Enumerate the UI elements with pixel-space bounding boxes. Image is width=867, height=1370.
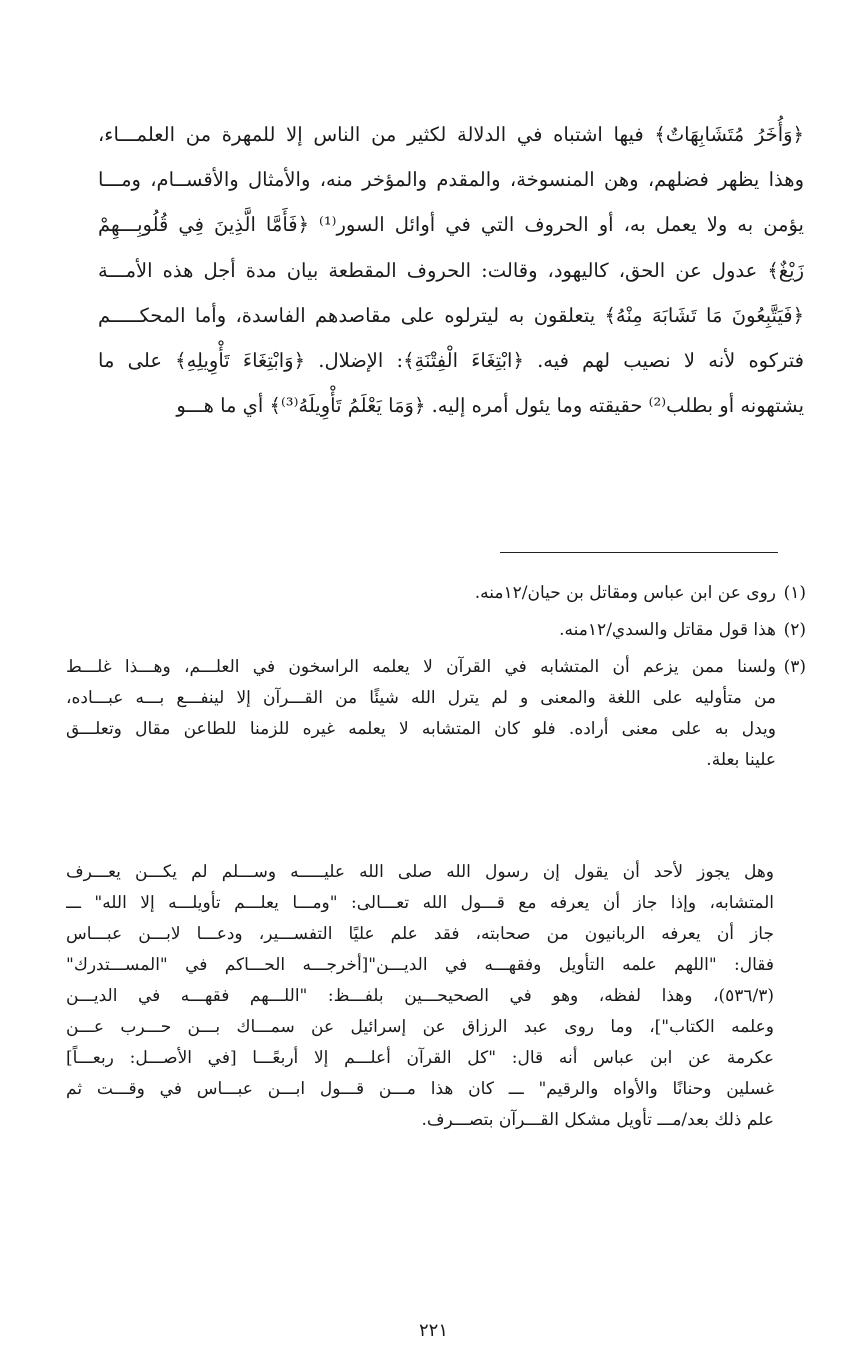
footnote-paragraph-line: علم ذلك بعد/مـــ تأويل مشكل القـــرآن بتصـــرف. xyxy=(421,1110,774,1130)
main-text xyxy=(98,112,804,428)
footnote-number: (٢) xyxy=(783,620,806,640)
footnote-text: ولسنا ممن يزعم أن المتشابه في القرآن لا يعلمه الراسخون في العلـــم، وهـــذا غلـــط xyxy=(66,657,776,677)
footnote-line xyxy=(66,652,806,683)
footnote-paragraph-line: جاز أن يعرفه الربانيون من صحابته، فقد علم عليًا التفســـير، ودعـــا لابـــن عبـــاس xyxy=(66,924,774,944)
footnote-line xyxy=(66,615,806,646)
main-text-line: زَيْغٌ﴾ عدول عن الحق، كاليهود، وقالت: الحروف المقطعة بيان مدة أجل هذه الأمـــة xyxy=(98,258,804,282)
footnote-number: (١) xyxy=(783,583,806,603)
footnote-line xyxy=(66,683,806,714)
main-text-line: فتركوه لأنه لا نصيب لهم فيه. ﴿ابْتِغَاءَ الْفِتْنَةِ﴾: الإضلال. ﴿وَابْتِغَاءَ تَأْوِيلِهِ﴾ على ما xyxy=(98,349,804,373)
footnotes xyxy=(66,578,806,776)
footnote-paragraph-line: وهل يجوز لأحد أن يقول إن رسول الله صلى الله عليـــــه وســـلم لم يكـــن يعـــرف xyxy=(66,862,774,882)
footnote-paragraph-line: فقال: "اللهم علمه التأويل وفقهـــه في الديـــن"[أخرجـــه الحـــاكم في "المســـتدرك" xyxy=(66,955,774,975)
footnote-paragraph-line: وعلمه الكتاب"]، وما روى عبد الرزاق عن إسرائيل عن سمـــاك بـــن حـــرب عـــن xyxy=(66,1017,774,1037)
footnote-paragraph-line: (٥٣٦/٣)، وهذا لفظه، وهو في الصحيحـــين بلفـــظ: "اللـــهم فقهـــه في الديـــن xyxy=(66,986,774,1006)
footnote-paragraph-line: غسلين وحنانًا والأواه والرقيم" ـــ كان هذا مـــن قـــول ابـــن عبـــاس في وقـــت ثم xyxy=(66,1079,774,1099)
footnote-text: روى عن ابن عباس ومقاتل بن حيان/١٢منه. xyxy=(474,583,776,603)
footnote-line xyxy=(66,714,806,745)
footnote-paragraph-line: المتشابه، وإذا جاز أن يعرفه مع قـــول الله تعـــالى: "ومـــا يعلـــم تأويلـــه إلا الله" ـــ xyxy=(66,893,774,913)
main-text-line: ﴿فَيَتَّبِعُونَ مَا تَشَابَهَ مِنْهُ﴾ يتعلقون به ليترلوه على مقاصدهم الفاسدة، وأما المحكـــــم xyxy=(98,303,804,327)
footnote-line xyxy=(66,745,806,776)
page-number: ٢٢١ xyxy=(418,1320,448,1341)
footnote-text: من متأوليه على اللغة والمعنى و لم يترل الله شيئًا من القـــرآن إلا لينفـــع بـــه عبـــاده، xyxy=(66,688,776,708)
main-text-line: ﴿وَأُخَرُ مُتَشَابِهَاتٌ﴾ فيها اشتباه في الدلالة لكثير من الناس إلا للمهرة من العلمـــاء، xyxy=(98,123,804,146)
footnote-text: هذا قول مقاتل والسدي/١٢منه. xyxy=(559,620,776,640)
footnote-text: علينا بعلة. xyxy=(706,750,776,770)
footnote-line xyxy=(66,578,806,609)
main-text-line: وهذا يظهر فضلهم، وهن المنسوخة، والمقدم والمؤخر منه، والأمثال والأقســام، ومـــا xyxy=(98,168,804,192)
main-text-line: يؤمن به ولا يعمل به، أو الحروف التي في أوائل السور⁽¹⁾ ﴿فَأَمَّا الَّذِينَ فِي قُلُوبِـــهِمْ xyxy=(98,213,804,237)
footnote-paragraph-line: عكرمة عن ابن عباس أنه قال: "كل القرآن أعلـــم إلا أربعًـــا [في الأصـــل: ربعـــاً] xyxy=(66,1048,774,1068)
footnote-3-paragraph-2 xyxy=(66,857,806,1136)
footnote-separator xyxy=(500,552,778,553)
footnote-text: ويدل به على معنى أراده. فلو كان المتشابه لا يعلمه غيره للزمنا للطاعن مقال وتعلـــق xyxy=(66,719,776,739)
main-text-line: يشتهونه أو بطلب⁽²⁾ حقيقته وما يئول أمره إليه. ﴿وَمَا يَعْلَمُ تَأْوِيلَهُ⁽³⁾﴾ أي ما هـــو xyxy=(176,394,804,418)
footnote-number: (٣) xyxy=(783,657,806,677)
